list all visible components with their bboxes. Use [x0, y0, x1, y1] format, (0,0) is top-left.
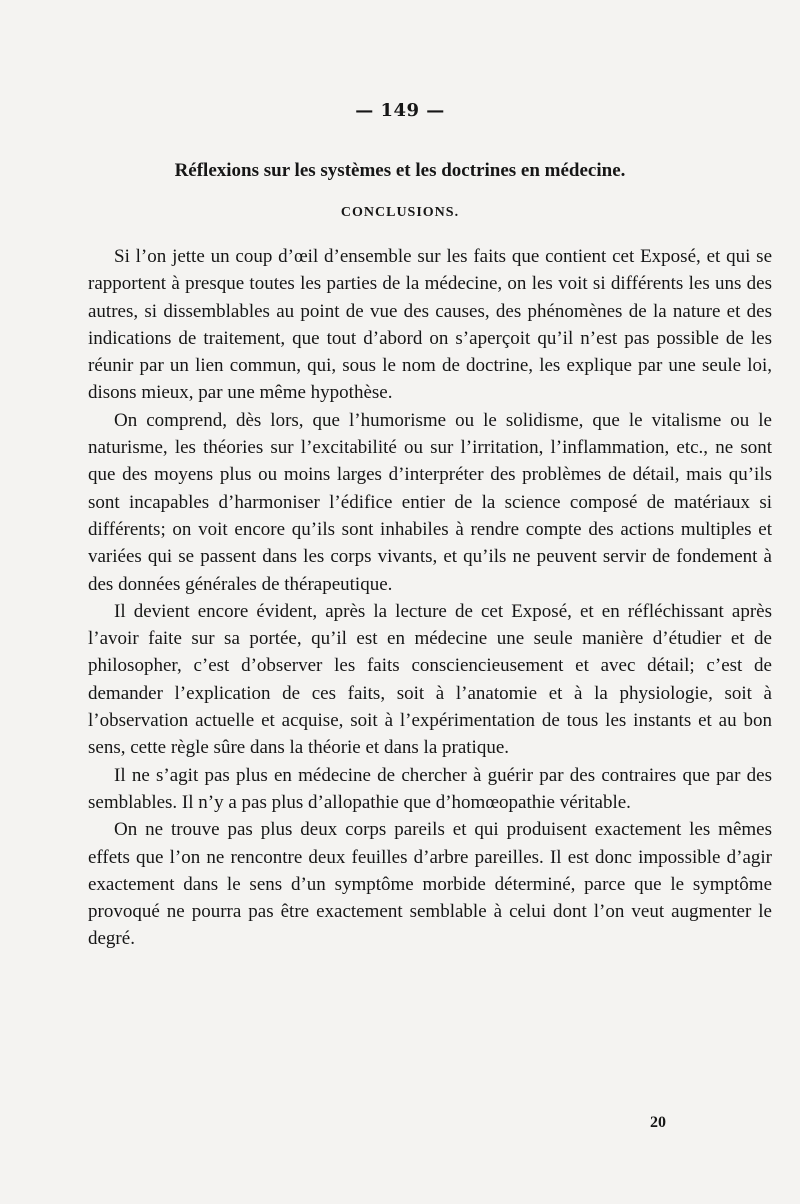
section-heading: CONCLUSIONS.: [340, 205, 460, 220]
paragraph-1: Si l’on jette un coup d’œil d’ensemble sur les faits que contient cet Exposé, et qui se rapportent à presque toutes les parties de la médecine, on les voit si différents les uns des autres, si dissemblables au point de vue des causes, des phénomènes de la nature et des indications de traitement, que tout d’abord on s’aperçoit qu’il n’est pas possible de les réunir par un lien commun, qui, sous le nom de doctrine, les explique par une seule loi, disons mieux, par une même hypothèse.: [88, 246, 772, 404]
page-title: Réflexions sur les systèmes et les doctrines en médecine.: [174, 160, 626, 181]
paragraph-3: Il devient encore évident, après la lecture de cet Exposé, et en réfléchissant après l’avoir faite sur sa portée, qu’il est en médecine une seule manière d’étudier et de philosopher, c’est d’observer les faits consciencieusement et avec détail; c’est de demander l’explication de ces faits, soit à l’anatomie et à la physiologie, soit à l’observation actuelle et acquise, soit à l’expérimentation de tous les instants et au bon sens, cette règle sûre dans la théorie et dans la pratique.: [88, 600, 772, 759]
page-number: — 149 —: [355, 100, 445, 121]
paragraph-2: On comprend, dès lors, que l’humorisme ou le solidisme, que le vitalisme ou le naturisme, les théories sur l’excitabilité ou sur l’irritation, l’inflammation, etc., ne sont que des moyens plus ou moins larges d’interpréter des problèmes de détail, mais qu’ils sont incapables d’harmoniser l’édifice entier de la science composé de matériaux si différents; on voit encore qu’ils sont inhabiles à rendre compte des actions multiples et variées qui se passent dans les corps vivants, et qu’ils ne peuvent servir de fondement à des données générales de thérapeutique.: [88, 409, 772, 595]
signature-mark: 20: [650, 1114, 666, 1131]
body-text: [88, 243, 772, 953]
paragraph-5: On ne trouve pas plus deux corps pareils et qui produisent exactement les mêmes effets que l’on ne rencontre deux feuilles d’arbre pareilles. Il est donc impossible d’agir exactement dans le sens d’un symptôme morbide déterminé, parce que le symptôme provoqué ne pourra pas être exactement semblable à celui dont l’on veut augmenter le degré.: [88, 819, 772, 950]
paragraph-4: Il ne s’agit pas plus en médecine de chercher à guérir par des contraires que par des semblables. Il n’y a pas plus d’allopathie que d’homœopathie véritable.: [88, 764, 772, 813]
